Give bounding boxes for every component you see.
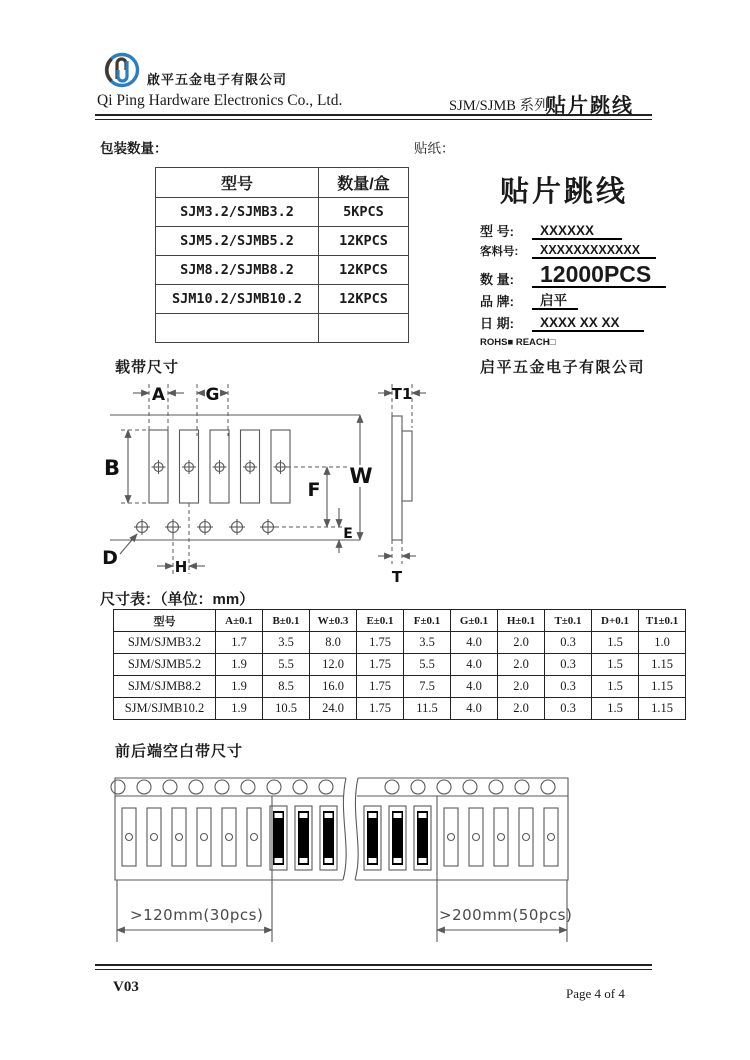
reach-unchecked-icon: □: [549, 337, 556, 349]
dim-label-t1: T1: [391, 385, 413, 403]
footer-rule: [95, 964, 652, 970]
table-cell: 5.5: [263, 654, 310, 676]
table-cell: 2.0: [498, 698, 545, 720]
table-row: [114, 654, 686, 676]
sticker-field: [480, 243, 648, 259]
sticker-company: 启平五金电子有限公司: [480, 359, 646, 377]
table-cell: 2.0: [498, 632, 545, 654]
dim-label-t: T: [391, 568, 403, 586]
table-cell: 1.9: [216, 676, 263, 698]
header-rule: [95, 114, 652, 120]
rohs-label: ROHS: [480, 337, 508, 349]
blank-tape-diagram: [100, 768, 620, 948]
sticker-field-value: 启平: [532, 294, 578, 310]
table-cell: 5KPCS: [319, 198, 409, 227]
company-name-en: Qi Ping Hardware Electronics Co., Ltd.: [97, 92, 343, 109]
dimension-table-header: [114, 610, 686, 632]
dim-label-h: H: [174, 558, 188, 576]
table-cell: 10.5: [263, 698, 310, 720]
table-cell: 7.5: [404, 676, 451, 698]
dim-B: [104, 430, 149, 503]
table-cell: 1.9: [216, 654, 263, 676]
table-cell: 1.5: [592, 654, 639, 676]
table-cell: 11.5: [404, 698, 451, 720]
sticker-field: [480, 221, 648, 240]
packaging-table: [155, 167, 409, 343]
trailer-length-label: >200mm(50pcs): [439, 906, 573, 924]
column-header: T±0.1: [545, 610, 592, 632]
table-row: [156, 256, 409, 285]
company-logo: [102, 50, 142, 90]
sticker-field: [480, 261, 652, 288]
sticker-title: 贴片跳线: [499, 176, 628, 208]
column-header: D+0.1: [592, 610, 639, 632]
product-title: 贴片跳线: [546, 95, 634, 117]
dimension-table-title: 尺寸表：（单位：mm）: [100, 591, 255, 608]
column-header: 型号: [156, 168, 319, 198]
company-name-cn: 啟平五金电子有限公司: [147, 72, 288, 87]
table-cell: 1.9: [216, 698, 263, 720]
table-cell: 4.0: [451, 698, 498, 720]
table-cell: 8.5: [263, 676, 310, 698]
column-header: A±0.1: [216, 610, 263, 632]
carrier-tape-diagram: [95, 378, 445, 593]
rohs-checked-icon: ■: [507, 337, 514, 349]
pocket-center-marks: [152, 460, 288, 474]
table-row: [156, 314, 409, 343]
column-header: F±0.1: [404, 610, 451, 632]
packaging-table-header: [156, 168, 409, 198]
table-cell: 1.75: [357, 654, 404, 676]
dimension-table-body: [114, 632, 686, 720]
table-cell: 1.5: [592, 676, 639, 698]
column-header: H±0.1: [498, 610, 545, 632]
table-cell: 4.0: [451, 676, 498, 698]
footer-page-number: Page 4 of 4: [566, 986, 625, 1001]
sticker-field-label: 客料号:: [480, 246, 519, 258]
leader-length-label: >120mm(30pcs): [130, 906, 264, 924]
column-header: E±0.1: [357, 610, 404, 632]
table-row: [114, 632, 686, 654]
table-cell: SJM3.2/SJMB3.2: [156, 198, 319, 227]
table-cell: 5.5: [404, 654, 451, 676]
column-header: B±0.1: [263, 610, 310, 632]
table-cell: 1.15: [639, 698, 686, 720]
tape-side-view: [392, 416, 412, 540]
table-cell: 12.0: [310, 654, 357, 676]
table-cell: 24.0: [310, 698, 357, 720]
table-cell: [319, 314, 409, 343]
logo-glyph-blue: [118, 61, 127, 81]
column-header: W±0.3: [310, 610, 357, 632]
dim-D: [102, 534, 137, 569]
dim-label-f: F: [307, 479, 321, 501]
footer-version: V03: [113, 979, 139, 995]
empty-pockets-trailer: [444, 808, 558, 866]
table-cell: 0.3: [545, 698, 592, 720]
dim-label-d: D: [102, 547, 118, 569]
table-row: [114, 676, 686, 698]
table-cell: 12KPCS: [319, 256, 409, 285]
sticker-field-label: 型 号:: [480, 224, 514, 239]
table-row: [114, 698, 686, 720]
reach-label: REACH: [515, 337, 550, 349]
column-header: T1±0.1: [639, 610, 686, 632]
table-cell: 3.5: [404, 632, 451, 654]
table-cell: 1.75: [357, 676, 404, 698]
sticker-field-value: XXXXXXXXXXXX: [532, 244, 656, 259]
table-cell: 4.0: [451, 632, 498, 654]
table-cell: 0.3: [545, 654, 592, 676]
table-row: [156, 285, 409, 314]
table-cell: 2.0: [498, 676, 545, 698]
blank-tape-section-title: 前后端空白带尺寸: [115, 743, 244, 760]
table-cell: 1.75: [357, 632, 404, 654]
table-cell: SJM8.2/SJMB8.2: [156, 256, 319, 285]
dim-label-a: A: [151, 385, 166, 405]
dim-A: [133, 384, 184, 436]
table-cell: 1.75: [357, 698, 404, 720]
sticker-fields: [480, 221, 652, 332]
table-cell: [156, 314, 319, 343]
blank-sprocket-holes: [111, 780, 555, 794]
table-cell: 1.5: [592, 632, 639, 654]
sticker-compliance-row: [480, 337, 648, 348]
loaded-pockets-right: [364, 806, 431, 870]
column-header: 数量/盒: [319, 168, 409, 198]
table-row: [156, 227, 409, 256]
dim-label-w: W: [349, 464, 373, 488]
sticker-label-preview: [480, 169, 652, 377]
table-cell: 12KPCS: [319, 227, 409, 256]
sticker-field-label: 品 牌:: [480, 294, 514, 310]
table-cell: 8.0: [310, 632, 357, 654]
sticker-field: [480, 313, 648, 332]
table-cell: SJM/SJMB8.2: [114, 676, 216, 698]
dim-label-b: B: [103, 456, 121, 480]
packaging-table-body: [156, 198, 409, 343]
table-cell: 3.5: [263, 632, 310, 654]
logo-ring-brown: [107, 59, 112, 81]
sticker-field-value: XXXX XX XX: [532, 316, 644, 332]
tape-section-title: 载带尺寸: [115, 359, 180, 376]
table-cell: 16.0: [310, 676, 357, 698]
sticker-field-label: 日 期:: [480, 316, 514, 332]
dim-W: [349, 415, 373, 540]
loaded-pockets-left: [270, 806, 337, 870]
empty-pockets-leader: [122, 808, 261, 866]
dim-label-g: G: [205, 385, 220, 405]
dim-label-e: E: [343, 526, 353, 542]
sticker-field: [480, 291, 648, 310]
sticker-section-label: 贴纸：: [414, 141, 455, 156]
table-cell: 1.5: [592, 698, 639, 720]
table-row: [156, 198, 409, 227]
table-cell: SJM/SJMB5.2: [114, 654, 216, 676]
column-header: 型号: [114, 610, 216, 632]
dim-leader-length: [117, 796, 272, 942]
table-cell: SJM5.2/SJMB5.2: [156, 227, 319, 256]
dim-T: [378, 540, 416, 586]
table-cell: 1.15: [639, 654, 686, 676]
table-cell: SJM10.2/SJMB10.2: [156, 285, 319, 314]
sticker-field-value: 12000PCS: [532, 262, 666, 288]
sticker-field-value: XXXXXX: [532, 224, 622, 240]
dim-F: [287, 467, 347, 527]
table-cell: 0.3: [545, 676, 592, 698]
table-cell: SJM/SJMB10.2: [114, 698, 216, 720]
table-cell: 4.0: [451, 654, 498, 676]
dim-G: [197, 384, 228, 436]
table-cell: 1.7: [216, 632, 263, 654]
dimension-table: [113, 609, 686, 720]
table-cell: SJM/SJMB3.2: [114, 632, 216, 654]
table-cell: 1.0: [639, 632, 686, 654]
tape-edges: [110, 415, 360, 540]
dim-trailer-length: [437, 796, 572, 942]
dim-E: [275, 508, 355, 553]
table-cell: 2.0: [498, 654, 545, 676]
table-cell: 1.15: [639, 676, 686, 698]
sticker-field-label: 数 量:: [480, 272, 514, 288]
column-header: G±0.1: [451, 610, 498, 632]
series-label: SJM/SJMB 系列: [449, 98, 549, 114]
packaging-section-label: 包装数量：: [100, 141, 168, 156]
table-cell: 0.3: [545, 632, 592, 654]
table-cell: 12KPCS: [319, 285, 409, 314]
sprocket-holes: [134, 519, 276, 535]
